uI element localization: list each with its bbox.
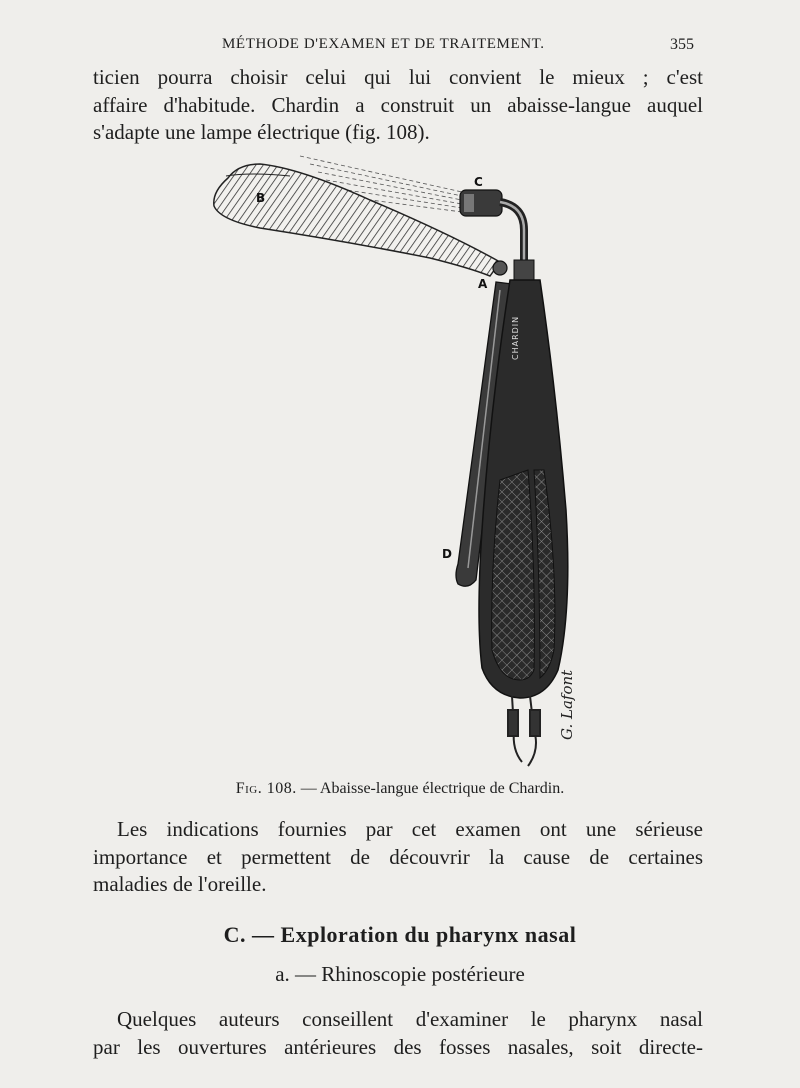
- tongue-depressor-illustration: [200, 150, 620, 780]
- label-b: B: [256, 191, 266, 205]
- hinge: [493, 261, 507, 275]
- paragraph-line: maladies de l'oreille.: [93, 872, 267, 896]
- paragraph-line: par les ouvertures antérieures des fosses nasales, soit directe-: [93, 1034, 703, 1059]
- paragraph-line: s'adapte une lampe électrique (fig. 108).: [93, 120, 430, 144]
- section-heading: C. — Exploration du pharynx nasal: [223, 922, 577, 947]
- label-a: A: [478, 277, 488, 291]
- handle-inscription: CHARDIN: [511, 315, 520, 360]
- tongue-blade: [214, 164, 500, 276]
- figure-caption: [0, 780, 800, 798]
- paragraph-indications: [93, 816, 703, 899]
- paragraph-line: Quelques auteurs conseillent d'examiner le pharynx nasal: [117, 1007, 703, 1031]
- wires: [508, 696, 540, 766]
- subsection-heading: a. — Rhinoscopie postérieure: [275, 962, 525, 986]
- paragraph-line: importance et permettent de découvrir la cause de certaines: [93, 844, 703, 869]
- page-number: 355: [670, 36, 694, 53]
- running-head: [0, 34, 800, 56]
- figure-caption-text: — Abaisse-langue électrique de Chardin.: [296, 780, 565, 797]
- paragraph-line: ticien pourra choisir celui qui lui convient le mieux ; c'est: [93, 65, 703, 89]
- label-d: D: [442, 547, 452, 561]
- paragraph-line: Les indications fournies par cet examen ont une sérieuse: [117, 817, 703, 841]
- figure-tongue-depressor: [200, 150, 620, 780]
- running-title: MÉTHODE D'EXAMEN ET DE TRAITEMENT.: [222, 36, 545, 52]
- label-c: C: [474, 175, 483, 189]
- figure-caption-label: Fig. 108.: [235, 780, 297, 797]
- paragraph-rhinoscopy: [93, 1006, 703, 1061]
- paragraph-intro: [93, 64, 703, 147]
- engraver-signature: G. Lafont: [558, 669, 576, 740]
- paragraph-line: affaire d'habitude. Chardin a construit un abaisse-langue auquel: [93, 92, 703, 117]
